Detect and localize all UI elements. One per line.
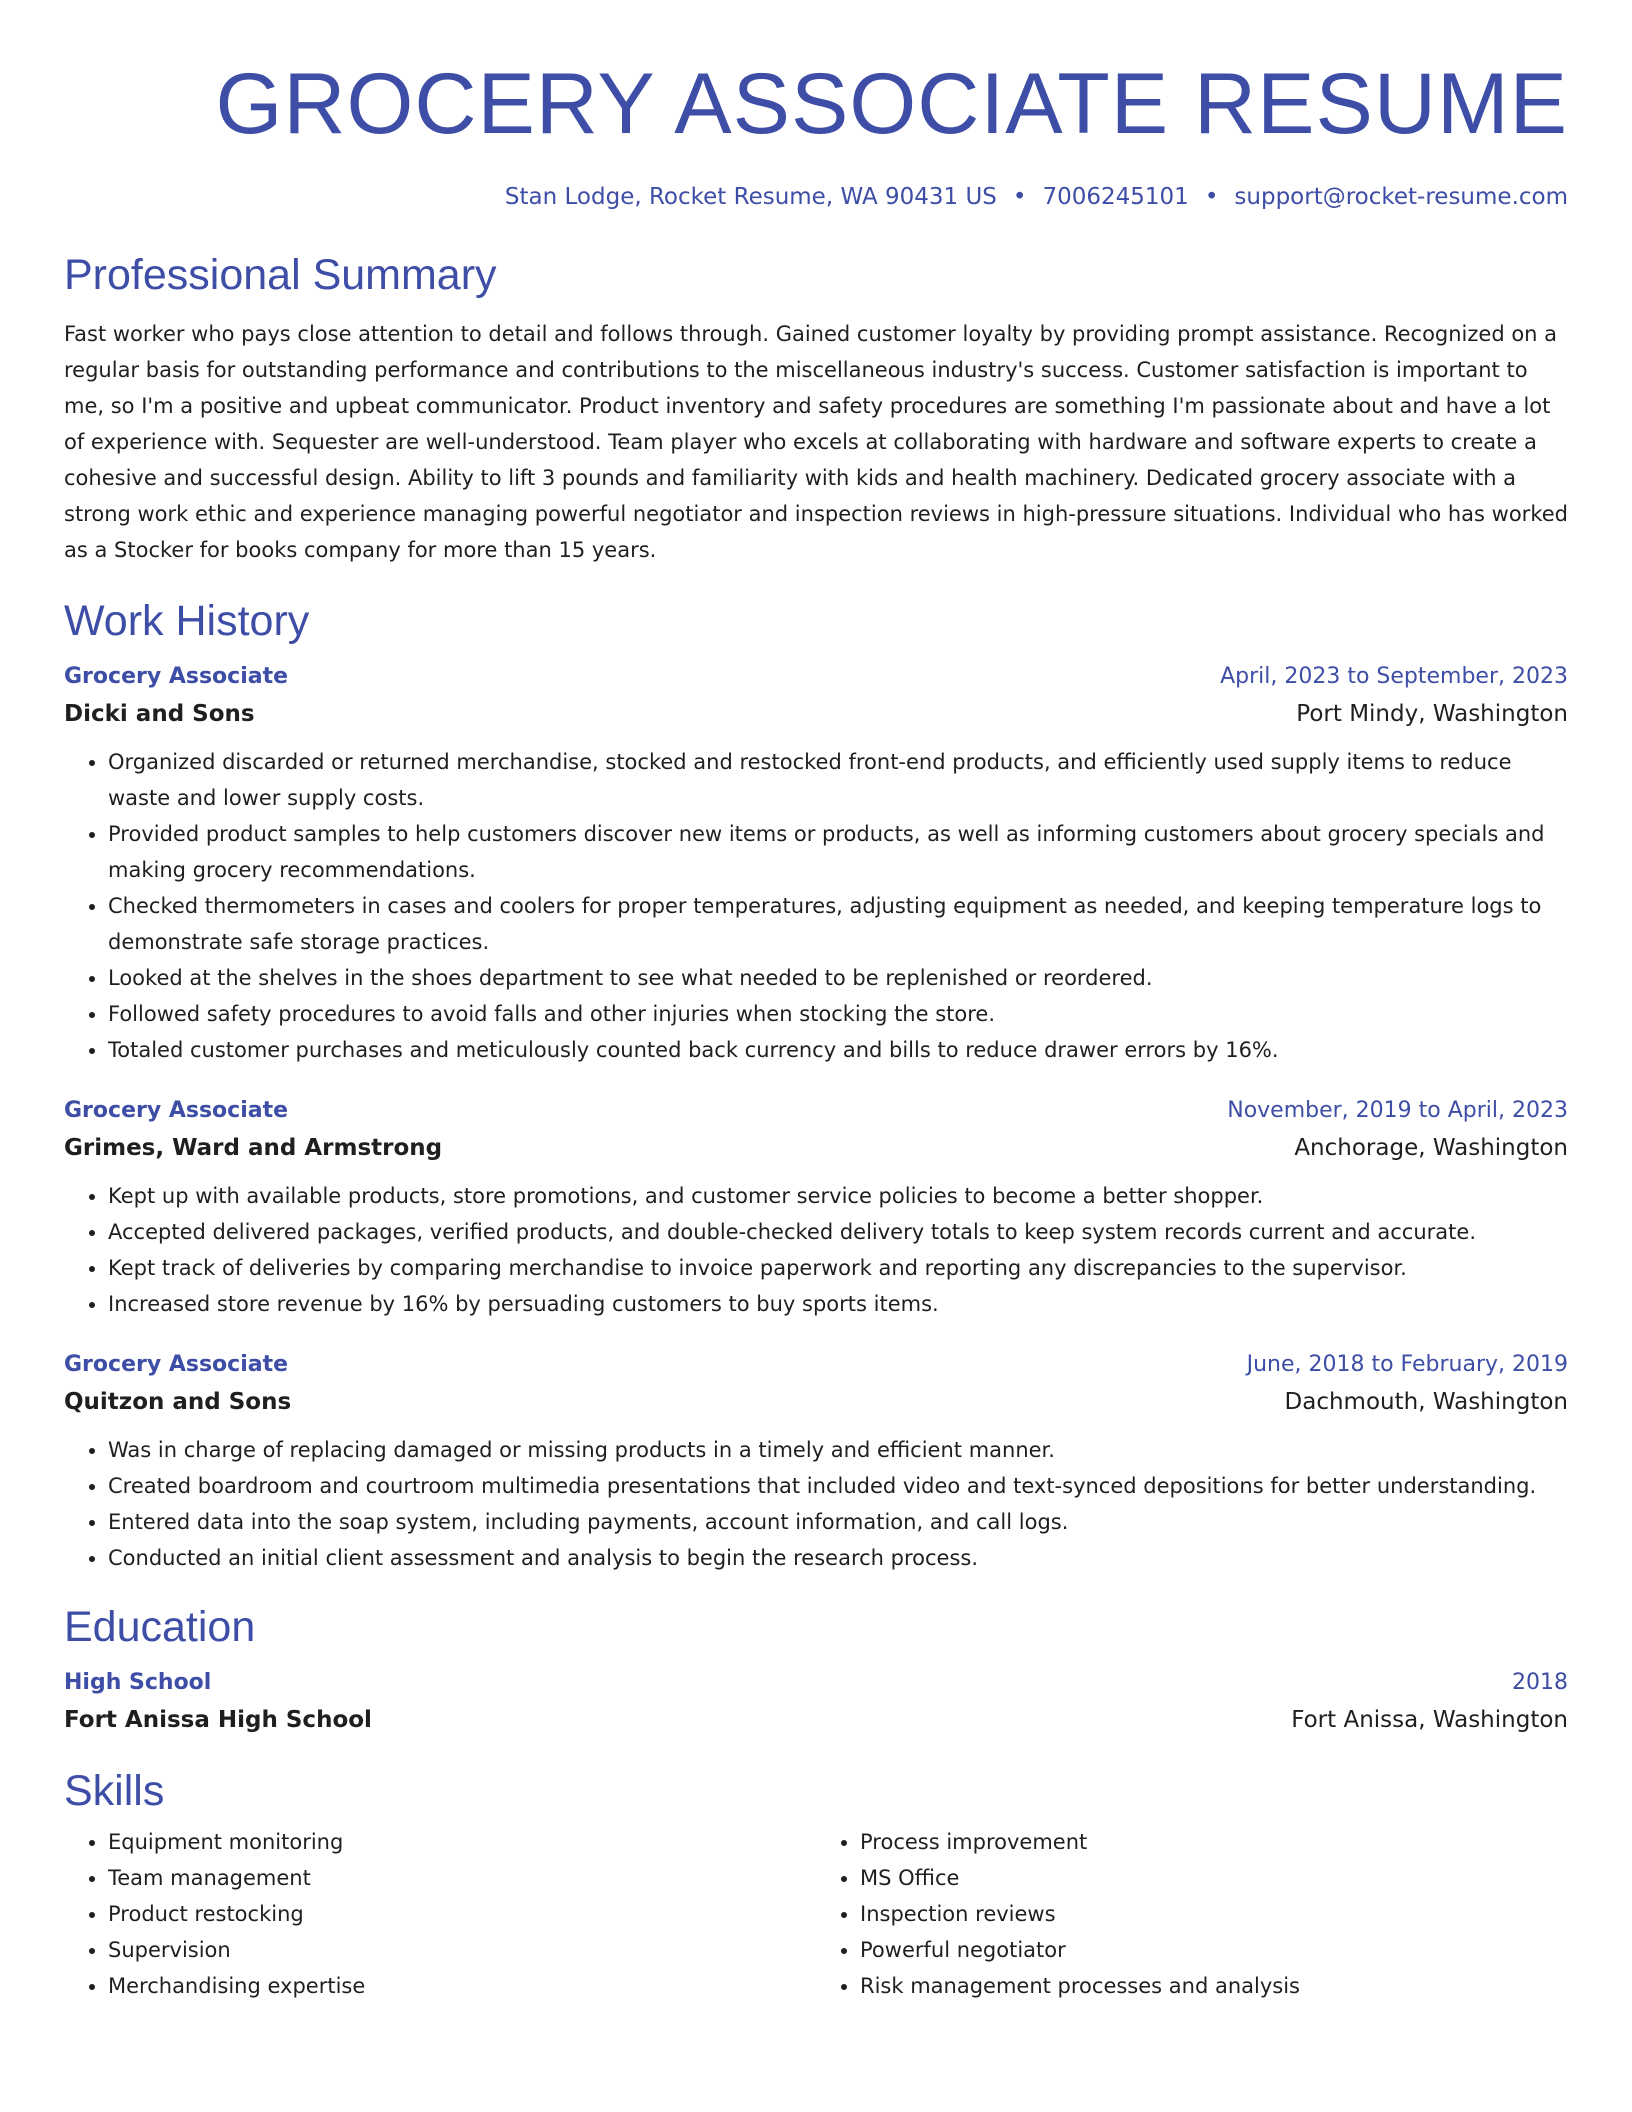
list-item: • Risk management processes and analysis <box>860 1968 1568 2004</box>
education-heading: Education <box>64 1603 256 1651</box>
list-item: • Merchandising expertise <box>108 1968 816 2004</box>
work-history-heading: Work History <box>64 597 310 645</box>
list-item: • Looked at the shelves in the shoes department to see what needed to be replenished or reordered. <box>108 960 1568 996</box>
job-bullets <box>64 744 1568 1068</box>
education-degree-row <box>64 1666 1568 1700</box>
education-school-row <box>64 1700 1568 1740</box>
job-role: Grocery Associate <box>64 664 289 689</box>
list-item: • Supervision <box>108 1932 816 1968</box>
job-dates: April, 2023 to September, 2023 <box>1220 664 1568 689</box>
skills-left-list <box>64 1824 816 2004</box>
job-title-row <box>64 660 1568 694</box>
job-company-row <box>64 694 1568 734</box>
job-dates: June, 2018 to February, 2019 <box>1246 1352 1568 1377</box>
job-title-row <box>64 1348 1568 1382</box>
contact-separator: • <box>1012 184 1027 210</box>
job-dates: November, 2019 to April, 2023 <box>1227 1098 1568 1123</box>
skills-right-list <box>816 1824 1568 2004</box>
skills-heading: Skills <box>64 1767 165 1815</box>
list-item: • Conducted an initial client assessment and analysis to begin the research process. <box>108 1540 1568 1576</box>
contact-email: support@rocket-resume.com <box>1234 184 1568 210</box>
list-item: • Increased store revenue by 16% by persuading customers to buy sports items. <box>108 1286 1568 1322</box>
education-school: Fort Anissa High School <box>64 1707 372 1733</box>
list-item: • Totaled customer purchases and meticulously counted back currency and bills to reduce drawer errors by 16%. <box>108 1032 1568 1068</box>
list-item: • Entered data into the soap system, including payments, account information, and call logs. <box>108 1504 1568 1540</box>
list-item: • Checked thermometers in cases and coolers for proper temperatures, adjusting equipment as needed, and keeping temperature logs to demonstrate safe storage practices. <box>108 888 1568 960</box>
summary-section <box>64 250 1568 568</box>
job-bullets <box>64 1432 1568 1576</box>
job-company: Quitzon and Sons <box>64 1389 292 1415</box>
skills-section <box>64 1766 1568 2004</box>
list-item: • Product restocking <box>108 1896 816 1932</box>
skills-columns <box>64 1824 1568 2004</box>
education-section <box>64 1602 1568 1740</box>
job-role: Grocery Associate <box>64 1352 289 1377</box>
job-role: Grocery Associate <box>64 1098 289 1123</box>
education-entry <box>64 1666 1568 1740</box>
job-company: Dicki and Sons <box>64 701 255 727</box>
job-location: Port Mindy, Washington <box>1296 701 1568 727</box>
job-bullets <box>64 1178 1568 1322</box>
contact-separator: • <box>1204 184 1219 210</box>
summary-text: Fast worker who pays close attention to detail and follows through. Gained customer loyalty by providing prompt assistance. Recognized on a regular basis for outstanding performance and contributions to the miscellaneous industry's success. Customer satisfaction is important to me, so I'm a positive and upbeat communicator. Product inventory and safety procedures are something I'm passionate about and have a lot of experience with. Sequester are well-understood. Team player who excels at collaborating with hardware and software experts to create a cohesive and successful design. Ability to lift 3 pounds and familiarity with kids and health machinery. Dedicated grocery associate with a strong work ethic and experience managing powerful negotiator and inspection reviews in high-pressure situations. Individual who has worked as a Stocker for books company for more than 15 years. <box>64 322 1568 562</box>
work-history-section <box>64 596 1568 1576</box>
job-company: Grimes, Ward and Armstrong <box>64 1135 443 1161</box>
list-item: • Kept track of deliveries by comparing merchandise to invoice paperwork and reporting any discrepancies to the supervisor. <box>108 1250 1568 1286</box>
list-item: • Powerful negotiator <box>860 1932 1568 1968</box>
list-item: • Was in charge of replacing damaged or missing products in a timely and efficient manner. <box>108 1432 1568 1468</box>
education-location: Fort Anissa, Washington <box>1291 1707 1568 1733</box>
list-item: • Organized discarded or returned merchandise, stocked and restocked front-end products, and efficiently used supply items to reduce waste and lower supply costs. <box>108 744 1568 816</box>
job-company-row <box>64 1382 1568 1422</box>
contact-line <box>64 182 1568 212</box>
list-item: • Team management <box>108 1860 816 1896</box>
job-entry <box>64 1094 1568 1322</box>
job-title-row <box>64 1094 1568 1128</box>
contact-phone: 7006245101 <box>1042 184 1189 210</box>
summary-heading: Professional Summary <box>64 251 497 299</box>
list-item: • Accepted delivered packages, verified products, and double-checked delivery totals to keep system records current and accurate. <box>108 1214 1568 1250</box>
resume-header <box>64 0 1568 212</box>
list-item: • Followed safety procedures to avoid falls and other injuries when stocking the store. <box>108 996 1568 1032</box>
education-degree: High School <box>64 1670 212 1695</box>
list-item: • Kept up with available products, store promotions, and customer service policies to become a better shopper. <box>108 1178 1568 1214</box>
list-item: • Equipment monitoring <box>108 1824 816 1860</box>
list-item: • Provided product samples to help customers discover new items or products, as well as informing customers about grocery specials and making grocery recommendations. <box>108 816 1568 888</box>
job-location: Anchorage, Washington <box>1294 1135 1568 1161</box>
education-year: 2018 <box>1512 1670 1568 1695</box>
list-item: • Created boardroom and courtroom multimedia presentations that included video and text-synced depositions for better understanding. <box>108 1468 1568 1504</box>
job-entry <box>64 660 1568 1068</box>
job-location: Dachmouth, Washington <box>1284 1389 1568 1415</box>
list-item: • Inspection reviews <box>860 1896 1568 1932</box>
job-company-row <box>64 1128 1568 1168</box>
job-entry <box>64 1348 1568 1576</box>
contact-address: Stan Lodge, Rocket Resume, WA 90431 US <box>504 184 997 210</box>
list-item: • Process improvement <box>860 1824 1568 1860</box>
resume-title: GROCERY ASSOCIATE RESUME <box>215 56 1568 152</box>
list-item: • MS Office <box>860 1860 1568 1896</box>
